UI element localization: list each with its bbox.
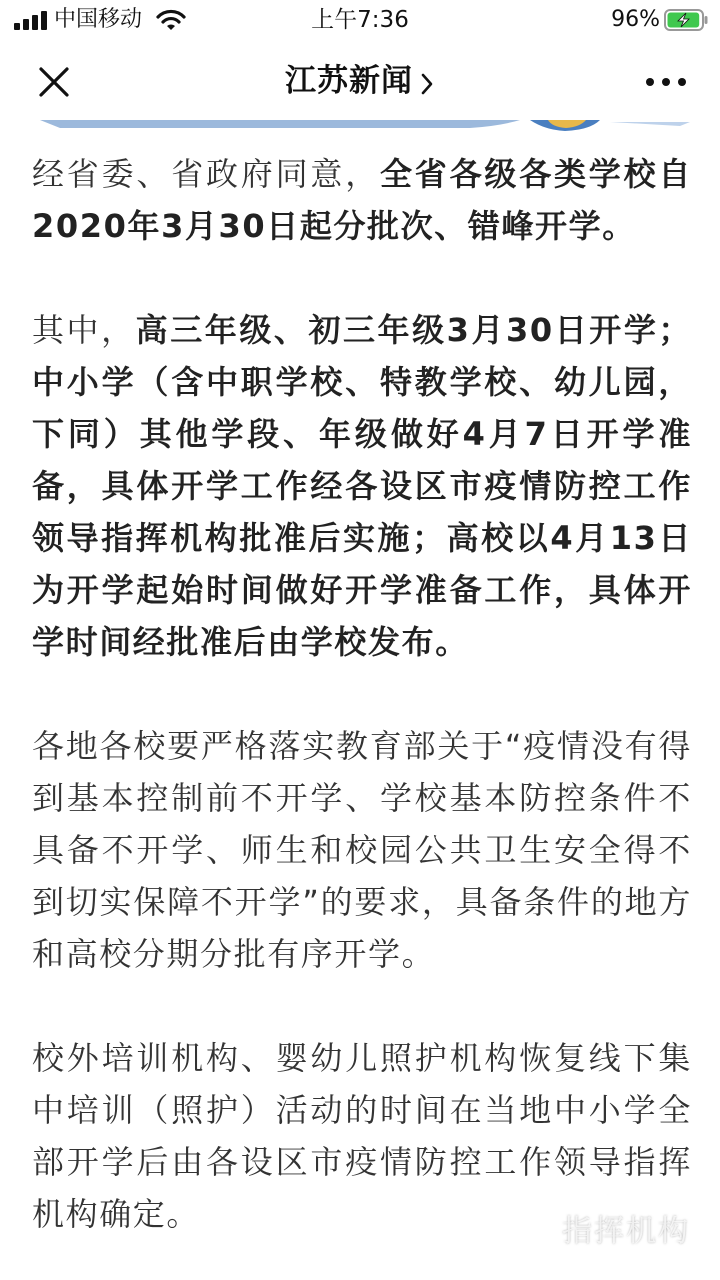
- battery-percent: 96%: [611, 7, 660, 32]
- status-bar: [0, 0, 720, 40]
- chevron-right-icon: [419, 71, 435, 97]
- article-body: [32, 148, 692, 1280]
- status-time: 上午7:36: [311, 7, 409, 33]
- paragraph-text: 校外培训机构、婴幼儿照护机构恢复线下集中培训（照护）活动的时间在当地中小学全部开学后由各设区市疫情防控工作领导指挥机构确定。: [32, 1039, 692, 1233]
- article-paragraph-2: [32, 304, 692, 668]
- nav-bar: [0, 40, 720, 120]
- more-icon[interactable]: [642, 66, 690, 96]
- paragraph-text: 各地各校要严格落实教育部关于“疫情没有得到基本控制前不开学、学校基本防控条件不具备不开学、师生和校园公共卫生安全得不到切实保障不开学”的要求，具备条件的地方和高校分期分批有序开学。: [32, 727, 692, 973]
- carrier-label: 中国移动: [54, 7, 143, 32]
- battery-charging-icon: [664, 9, 708, 31]
- paragraph-text: 经省委、省政府同意，: [32, 155, 380, 193]
- paragraph-text: 其中，: [32, 311, 136, 349]
- paragraph-bold-text: 全省各级各类学校自2020年3月30日起分批次、错峰开学。: [32, 155, 692, 245]
- nav-title: 江苏新闻: [285, 63, 413, 99]
- account-title-link[interactable]: [0, 60, 720, 102]
- banner-image: [0, 120, 720, 132]
- paragraph-bold-text: 高三年级、初三年级3月30日开学；中小学（含中职学校、特教学校、幼儿园，下同）其他学段、年级做好4月7日开学准备，具体开学工作经各设区市疫情防控工作领导指挥机构批准后实施；高校以4月13日为开学起始时间做好开学准备工作，具体开学时间经批准后由学校发布。: [32, 311, 692, 661]
- watermark: 指挥机构: [562, 1214, 690, 1249]
- article-paragraph-3: [32, 720, 692, 980]
- article-paragraph-1: [32, 148, 692, 252]
